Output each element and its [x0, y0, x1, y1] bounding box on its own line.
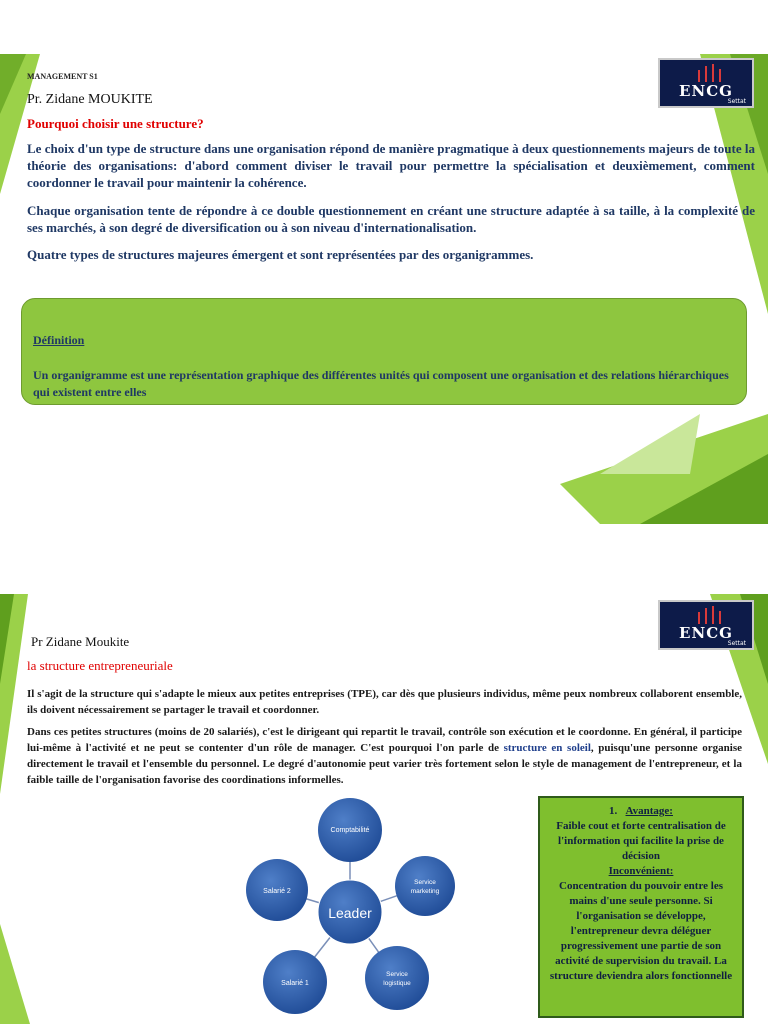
svg-text:Salarié 1: Salarié 1	[281, 980, 309, 987]
section-heading: la structure entrepreneuriale	[27, 658, 173, 673]
svg-text:Salarié 2: Salarié 2	[263, 888, 291, 895]
slide-2	[0, 594, 768, 1024]
slide-1	[0, 54, 768, 524]
advantage-text: Faible cout et forte centralisation de l'information qui facilite la prise de décision	[556, 820, 726, 862]
inconvenient-heading: Inconvénient:	[608, 865, 674, 877]
definition-text: Un organigramme est une représentation graphique des différentes unités qui composent une organisation et des relations hiérarchiques qui existent entre elles	[33, 368, 729, 399]
node-comptabilite	[318, 798, 382, 862]
encg-logo: ENCG Settat	[658, 58, 754, 108]
paragraph-3: Quatre types de structures majeures émergent et sont représentées par des organigrammes.	[27, 247, 534, 262]
node-salarie-1	[263, 950, 327, 1014]
node-service-marketing	[395, 856, 455, 916]
svg-text:Service: Service	[386, 971, 408, 978]
sun-structure-diagram	[225, 794, 475, 1024]
paragraph-2: Chaque organisation tente de répondre à ce double questionnement en créant une structure adaptée à sa taille, à la complexité de ses marchés, à son degré de diversification ou à son niveau d'internationalisation.	[27, 203, 755, 235]
paragraph-2: Dans ces petites structures (moins de 20 salariés), c'est le dirigeant qui repartit le travail, contrôle son exécution et le coordonne. En général, il participe lui-même à l'activité et ne peut se contenter d'un rôle de manager. C'est pourquoi l'on parle de structure en soleil, puisqu'une personne organise directement le travail et l'ensemble du personnel. Le degré d'autonomie peut varier très fortement selon le style de management de l'entrepreneur, et la faible taille de l'organisation favorise des coordinations informelles.	[27, 726, 742, 786]
svg-text:Comptabilité: Comptabilité	[330, 827, 370, 834]
definition-title: Définition	[33, 333, 85, 347]
definition-box	[21, 298, 747, 405]
author-name: Pr. Zidane MOUKITE	[27, 92, 153, 107]
question-heading: Pourquoi choisir une structure?	[27, 116, 204, 131]
node-leader	[318, 880, 382, 944]
structure-soleil-term: structure en soleil	[503, 742, 591, 754]
course-label: MANAGEMENT S1	[27, 72, 98, 81]
node-service-logistique	[365, 946, 429, 1010]
author-name: Pr Zidane Moukite	[31, 634, 130, 649]
advantages-box	[538, 796, 744, 1018]
advantage-heading: 1. Avantage:	[609, 805, 673, 817]
svg-text:logistique: logistique	[383, 980, 411, 987]
svg-text:Leader: Leader	[328, 905, 372, 921]
node-salarie-2	[246, 859, 308, 921]
svg-text:marketing: marketing	[410, 888, 440, 895]
paragraph-1: Le choix d'un type de structure dans une organisation répond de manière pragmatique à deux questionnements majeurs de toute la théorie des organisations: d'abord comment diviser le travail pour permettre la spécialisation et deuxièmement, comment coordonner le travail pour maintenir la cohérence.	[27, 141, 755, 190]
paragraph-1: Il s'agit de la structure qui s'adapte le mieux aux petites entreprises (TPE), car dès que plusieurs individus, même peux nombreux collaborent ensemble, ils doivent nécessairement se partager le travail et coordonner.	[27, 688, 742, 716]
svg-text:Service: Service	[414, 879, 436, 886]
encg-logo: ENCG Settat	[658, 600, 754, 650]
inconvenient-text: Concentration du pouvoir entre les mains d'une seule personne. Si l'organisation se développe, l'entrepreneur devra déléguer progressivement une partie de son activité de supervision du travail. La structure deviendra alors fonctionnelle	[549, 880, 733, 982]
